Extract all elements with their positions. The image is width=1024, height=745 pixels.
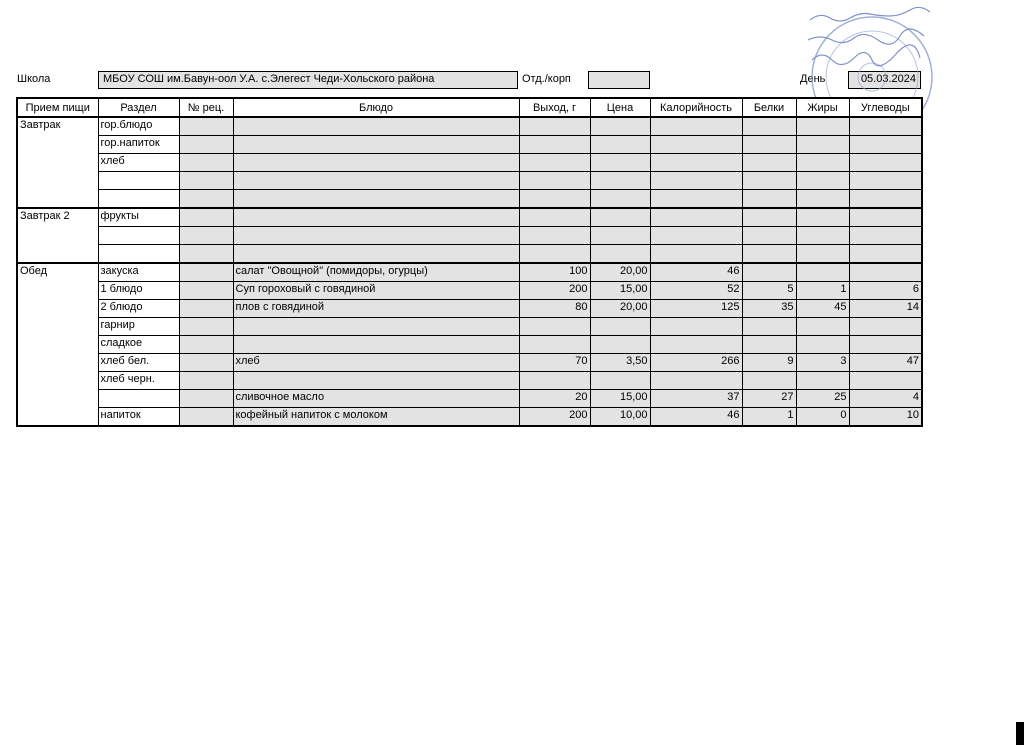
cell-yield: 70 bbox=[519, 354, 590, 372]
stamp-center-ring bbox=[858, 63, 886, 91]
cell-section: хлеб черн. bbox=[98, 372, 179, 390]
cell-dish bbox=[233, 372, 519, 390]
cell-recipe bbox=[179, 245, 233, 264]
cell-yield bbox=[519, 190, 590, 209]
cell-protein bbox=[742, 263, 796, 282]
cell-kcal bbox=[650, 208, 742, 227]
cell-section: 2 блюдо bbox=[98, 300, 179, 318]
cell-section bbox=[98, 245, 179, 264]
cell-meal: Обед bbox=[17, 263, 98, 426]
cell-fat bbox=[796, 208, 849, 227]
cell-yield bbox=[519, 245, 590, 264]
cell-protein bbox=[742, 208, 796, 227]
cell-price bbox=[590, 172, 650, 190]
table-row bbox=[17, 300, 922, 318]
table-row bbox=[17, 208, 922, 227]
cell-protein bbox=[742, 245, 796, 264]
cell-protein bbox=[742, 154, 796, 172]
cell-price: 15,00 bbox=[590, 390, 650, 408]
cell-dish bbox=[233, 154, 519, 172]
cell-recipe bbox=[179, 208, 233, 227]
cell-fat bbox=[796, 227, 849, 245]
cell-recipe bbox=[179, 336, 233, 354]
cell-kcal bbox=[650, 372, 742, 390]
cell-price bbox=[590, 245, 650, 264]
cell-price: 3,50 bbox=[590, 354, 650, 372]
cell-yield bbox=[519, 154, 590, 172]
cell-yield bbox=[519, 336, 590, 354]
cell-dish bbox=[233, 117, 519, 136]
table-row bbox=[17, 190, 922, 209]
cell-section bbox=[98, 227, 179, 245]
cell-yield bbox=[519, 372, 590, 390]
cell-recipe bbox=[179, 227, 233, 245]
cell-price bbox=[590, 372, 650, 390]
cell-dish bbox=[233, 245, 519, 264]
cell-kcal bbox=[650, 117, 742, 136]
cell-fat: 45 bbox=[796, 300, 849, 318]
table-row bbox=[17, 117, 922, 136]
cell-recipe bbox=[179, 390, 233, 408]
cell-kcal: 266 bbox=[650, 354, 742, 372]
cell-section bbox=[98, 390, 179, 408]
cell-section: гор.напиток bbox=[98, 136, 179, 154]
cell-fat bbox=[796, 154, 849, 172]
signature-line-1 bbox=[810, 7, 930, 21]
day-label: День bbox=[800, 73, 826, 85]
cell-dish bbox=[233, 227, 519, 245]
table-row bbox=[17, 227, 922, 245]
cell-recipe bbox=[179, 263, 233, 282]
cell-fat: 25 bbox=[796, 390, 849, 408]
cell-carbs bbox=[849, 208, 922, 227]
cell-meal: Завтрак bbox=[17, 117, 98, 208]
cell-protein bbox=[742, 336, 796, 354]
table-row bbox=[17, 172, 922, 190]
table-row bbox=[17, 408, 922, 427]
cell-yield bbox=[519, 117, 590, 136]
cell-yield: 20 bbox=[519, 390, 590, 408]
cell-carbs: 6 bbox=[849, 282, 922, 300]
cell-fat: 0 bbox=[796, 408, 849, 427]
cell-section: гарнир bbox=[98, 318, 179, 336]
cell-fat bbox=[796, 117, 849, 136]
cell-carbs bbox=[849, 172, 922, 190]
cell-fat bbox=[796, 136, 849, 154]
cell-fat bbox=[796, 172, 849, 190]
col-fat: Жиры bbox=[796, 98, 849, 117]
cell-carbs bbox=[849, 227, 922, 245]
scan-edge-mark bbox=[1016, 722, 1024, 745]
cell-yield bbox=[519, 136, 590, 154]
cell-section: фрукты bbox=[98, 208, 179, 227]
table-row bbox=[17, 263, 922, 282]
cell-dish: плов с говядиной bbox=[233, 300, 519, 318]
cell-section: сладкое bbox=[98, 336, 179, 354]
cell-recipe bbox=[179, 318, 233, 336]
cell-dish bbox=[233, 190, 519, 209]
col-section: Раздел bbox=[98, 98, 179, 117]
cell-yield bbox=[519, 318, 590, 336]
cell-kcal: 37 bbox=[650, 390, 742, 408]
cell-protein: 5 bbox=[742, 282, 796, 300]
cell-yield bbox=[519, 208, 590, 227]
cell-protein: 1 bbox=[742, 408, 796, 427]
col-dish: Блюдо bbox=[233, 98, 519, 117]
cell-protein bbox=[742, 227, 796, 245]
cell-kcal bbox=[650, 245, 742, 264]
cell-carbs: 4 bbox=[849, 390, 922, 408]
cell-kcal bbox=[650, 227, 742, 245]
cell-meal: Завтрак 2 bbox=[17, 208, 98, 263]
cell-price bbox=[590, 336, 650, 354]
cell-carbs bbox=[849, 372, 922, 390]
cell-protein bbox=[742, 136, 796, 154]
cell-protein bbox=[742, 117, 796, 136]
cell-recipe bbox=[179, 354, 233, 372]
cell-carbs bbox=[849, 263, 922, 282]
cell-carbs bbox=[849, 136, 922, 154]
cell-kcal bbox=[650, 336, 742, 354]
cell-recipe bbox=[179, 408, 233, 427]
col-kcal: Калорийность bbox=[650, 98, 742, 117]
menu-table bbox=[16, 97, 923, 427]
cell-dish bbox=[233, 336, 519, 354]
cell-section: хлеб бел. bbox=[98, 354, 179, 372]
cell-carbs bbox=[849, 318, 922, 336]
cell-carbs: 14 bbox=[849, 300, 922, 318]
cell-fat bbox=[796, 336, 849, 354]
cell-protein bbox=[742, 318, 796, 336]
cell-price bbox=[590, 318, 650, 336]
cell-price: 20,00 bbox=[590, 300, 650, 318]
table-row bbox=[17, 372, 922, 390]
col-recipe: № рец. bbox=[179, 98, 233, 117]
cell-protein: 9 bbox=[742, 354, 796, 372]
cell-yield bbox=[519, 172, 590, 190]
cell-section: хлеб bbox=[98, 154, 179, 172]
cell-fat bbox=[796, 263, 849, 282]
table-row bbox=[17, 390, 922, 408]
table-row bbox=[17, 136, 922, 154]
table-header-row bbox=[17, 98, 922, 117]
cell-recipe bbox=[179, 117, 233, 136]
cell-recipe bbox=[179, 136, 233, 154]
cell-dish: салат "Овощной" (помидоры, огурцы) bbox=[233, 263, 519, 282]
cell-dish bbox=[233, 136, 519, 154]
cell-price bbox=[590, 136, 650, 154]
cell-price: 10,00 bbox=[590, 408, 650, 427]
cell-fat bbox=[796, 372, 849, 390]
cell-recipe bbox=[179, 154, 233, 172]
col-meal: Прием пищи bbox=[17, 98, 98, 117]
cell-price bbox=[590, 208, 650, 227]
school-name-field: МБОУ СОШ им.Бавун-оол У.А. с.Элегест Чеди-Хольского района bbox=[98, 71, 518, 89]
cell-kcal bbox=[650, 318, 742, 336]
cell-section: закуска bbox=[98, 263, 179, 282]
cell-carbs bbox=[849, 245, 922, 264]
dept-field bbox=[588, 71, 650, 89]
cell-dish: кофейный напиток с молоком bbox=[233, 408, 519, 427]
cell-protein: 35 bbox=[742, 300, 796, 318]
table-row bbox=[17, 245, 922, 264]
table-row bbox=[17, 154, 922, 172]
cell-fat bbox=[796, 190, 849, 209]
cell-protein bbox=[742, 172, 796, 190]
table-row bbox=[17, 336, 922, 354]
cell-recipe bbox=[179, 300, 233, 318]
dept-label: Отд./корп bbox=[522, 73, 571, 85]
cell-section bbox=[98, 172, 179, 190]
cell-kcal: 46 bbox=[650, 263, 742, 282]
cell-dish: хлеб bbox=[233, 354, 519, 372]
cell-price: 20,00 bbox=[590, 263, 650, 282]
cell-carbs bbox=[849, 336, 922, 354]
cell-yield: 100 bbox=[519, 263, 590, 282]
cell-protein bbox=[742, 372, 796, 390]
cell-protein bbox=[742, 190, 796, 209]
cell-dish bbox=[233, 208, 519, 227]
cell-protein: 27 bbox=[742, 390, 796, 408]
cell-yield: 200 bbox=[519, 408, 590, 427]
cell-section: напиток bbox=[98, 408, 179, 427]
cell-dish bbox=[233, 172, 519, 190]
col-protein: Белки bbox=[742, 98, 796, 117]
menu-body bbox=[17, 117, 922, 426]
day-field: 05.03.2024 bbox=[848, 71, 921, 89]
cell-price bbox=[590, 227, 650, 245]
col-price: Цена bbox=[590, 98, 650, 117]
cell-fat bbox=[796, 245, 849, 264]
cell-price bbox=[590, 154, 650, 172]
cell-price bbox=[590, 117, 650, 136]
cell-carbs: 10 bbox=[849, 408, 922, 427]
cell-carbs bbox=[849, 117, 922, 136]
cell-kcal: 125 bbox=[650, 300, 742, 318]
col-yield: Выход, г bbox=[519, 98, 590, 117]
cell-yield: 200 bbox=[519, 282, 590, 300]
cell-kcal bbox=[650, 154, 742, 172]
col-carbs: Углеводы bbox=[849, 98, 922, 117]
cell-fat bbox=[796, 318, 849, 336]
cell-recipe bbox=[179, 282, 233, 300]
cell-yield: 80 bbox=[519, 300, 590, 318]
cell-yield bbox=[519, 227, 590, 245]
cell-kcal bbox=[650, 190, 742, 209]
table-row bbox=[17, 282, 922, 300]
cell-section: 1 блюдо bbox=[98, 282, 179, 300]
school-label: Школа bbox=[17, 73, 51, 85]
cell-recipe bbox=[179, 372, 233, 390]
cell-kcal bbox=[650, 136, 742, 154]
cell-dish: сливочное масло bbox=[233, 390, 519, 408]
cell-recipe bbox=[179, 190, 233, 209]
cell-dish bbox=[233, 318, 519, 336]
cell-fat: 3 bbox=[796, 354, 849, 372]
cell-section bbox=[98, 190, 179, 209]
cell-dish: Суп гороховый с говядиной bbox=[233, 282, 519, 300]
cell-kcal bbox=[650, 172, 742, 190]
cell-carbs: 47 bbox=[849, 354, 922, 372]
cell-kcal: 46 bbox=[650, 408, 742, 427]
cell-price: 15,00 bbox=[590, 282, 650, 300]
cell-carbs bbox=[849, 190, 922, 209]
cell-carbs bbox=[849, 154, 922, 172]
table-row bbox=[17, 318, 922, 336]
table-row bbox=[17, 354, 922, 372]
cell-kcal: 52 bbox=[650, 282, 742, 300]
cell-fat: 1 bbox=[796, 282, 849, 300]
cell-section: гор.блюдо bbox=[98, 117, 179, 136]
cell-recipe bbox=[179, 172, 233, 190]
cell-price bbox=[590, 190, 650, 209]
